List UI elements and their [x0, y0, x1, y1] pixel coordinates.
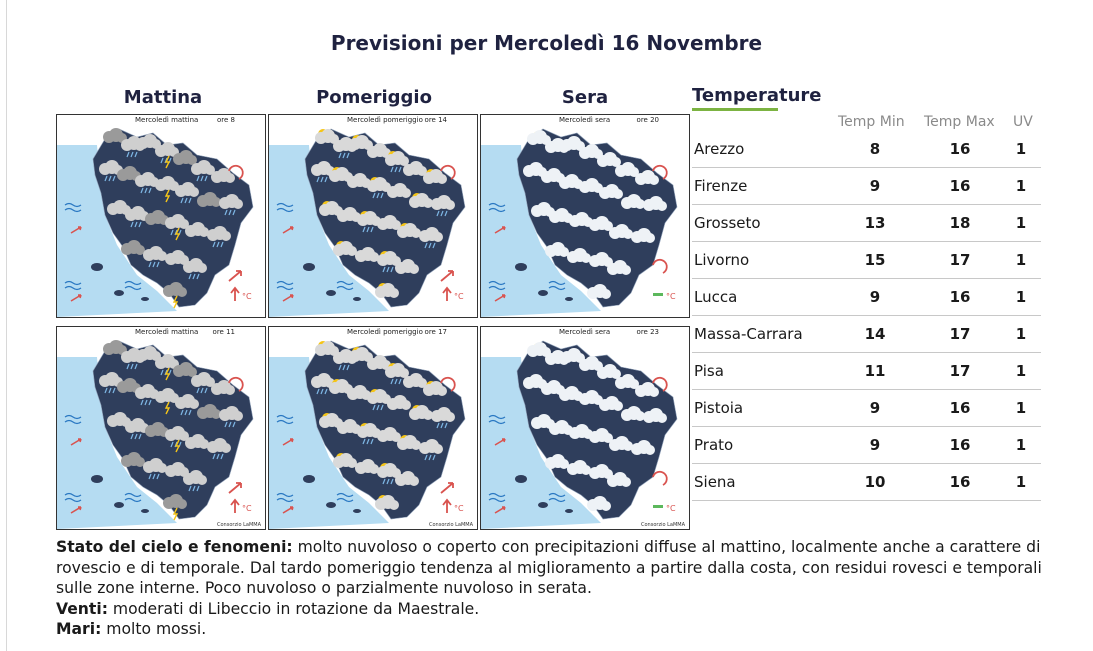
temp-min: 9: [869, 288, 881, 306]
weather-map: [480, 326, 690, 530]
city-name: Arezzo: [694, 140, 745, 158]
temp-min: 8: [869, 140, 881, 158]
island-shape: [565, 297, 573, 301]
island-shape: [91, 263, 103, 271]
temp-max: 16: [949, 399, 971, 417]
tuscany-map: [269, 327, 477, 529]
uv-index: 1: [1015, 251, 1027, 269]
temp-max: 18: [949, 214, 971, 232]
temp-min: 15: [864, 251, 886, 269]
map-label: Mercoledì pomeriggio: [347, 116, 423, 124]
temperature-unit-label: °C: [242, 292, 252, 301]
temperature-up-icon: [443, 288, 451, 301]
temperature-unit-label: °C: [242, 504, 252, 513]
island-shape: [353, 297, 361, 301]
temperature-row: [692, 389, 1041, 427]
temp-min: 9: [869, 177, 881, 195]
temp-max: 16: [949, 473, 971, 491]
uv-index: 1: [1015, 288, 1027, 306]
island-shape: [515, 475, 527, 483]
temperature-title: Temperature: [692, 85, 822, 106]
island-shape: [538, 290, 548, 296]
map-label: Mercoledì mattina: [135, 116, 199, 124]
weather-map: [56, 326, 266, 530]
island-shape: [141, 509, 149, 513]
uv-index: 1: [1015, 214, 1027, 232]
temperature-row: [692, 204, 1041, 242]
map-hour: ore 8: [217, 116, 235, 124]
temp-min: 13: [864, 214, 886, 232]
column-head-sera: Sera: [561, 87, 609, 108]
temp-max: 17: [949, 362, 971, 380]
temp-max: 17: [949, 325, 971, 343]
temp-min: 14: [864, 325, 886, 343]
map-credit: Consorzio LaMMA: [429, 522, 473, 528]
map-hour: ore 23: [636, 328, 659, 336]
map-credit: Consorzio LaMMA: [217, 522, 261, 528]
map-credit: Consorzio LaMMA: [641, 522, 685, 528]
wind-label: Venti:: [56, 599, 108, 618]
uv-index: 1: [1015, 473, 1027, 491]
map-label: Mercoledì sera: [559, 116, 611, 124]
uv-index: 1: [1015, 325, 1027, 343]
island-shape: [326, 290, 336, 296]
island-shape: [114, 290, 124, 296]
city-name: Livorno: [694, 251, 750, 269]
island-shape: [114, 502, 124, 508]
map-hour: ore 17: [424, 328, 447, 336]
temperature-stable-icon: [653, 293, 663, 296]
temperature-up-icon: [443, 500, 451, 513]
wind-arrow-icon: [441, 271, 453, 281]
forecast-description: [56, 537, 1046, 640]
header-temp-min: Temp Min: [838, 114, 905, 130]
island-shape: [515, 263, 527, 271]
city-name: Pisa: [694, 362, 724, 380]
island-shape: [141, 297, 149, 301]
island-shape: [565, 509, 573, 513]
map-hour: ore 14: [424, 116, 447, 124]
city-name: Firenze: [694, 177, 748, 195]
tuscany-map: [481, 327, 689, 529]
weather-map: [480, 114, 690, 318]
island-shape: [326, 502, 336, 508]
header-uv: UV: [1013, 114, 1033, 130]
temperature-stable-icon: [653, 505, 663, 508]
temp-max: 16: [949, 436, 971, 454]
page-title: Previsioni per Mercoledì 16 Novembre: [330, 31, 763, 55]
temp-min: 11: [864, 362, 886, 380]
temp-min: 10: [864, 473, 886, 491]
map-label: Mercoledì pomeriggio: [347, 328, 423, 336]
temperature-up-icon: [231, 500, 239, 513]
tuscany-map: [269, 115, 477, 317]
wind-arrow-icon: [229, 483, 241, 493]
city-name: Massa-Carrara: [694, 325, 803, 343]
wind-arrow-icon: [229, 271, 241, 281]
column-head-pomeriggio: Pomeriggio: [316, 87, 432, 108]
temp-max: 16: [949, 140, 971, 158]
map-hour: ore 11: [212, 328, 235, 336]
map-label: Mercoledì sera: [559, 328, 611, 336]
temperature-row: [692, 130, 1041, 168]
column-head-mattina: Mattina: [123, 87, 203, 108]
weather-map: [268, 326, 478, 530]
temperature-row: [692, 463, 1041, 501]
city-name: Siena: [694, 473, 736, 491]
temp-max: 17: [949, 251, 971, 269]
tuscany-map: [57, 115, 265, 317]
map-label: Mercoledì mattina: [135, 328, 199, 336]
temperature-row: [692, 352, 1041, 390]
header-temp-max: Temp Max: [924, 114, 995, 130]
page-left-border: [6, 0, 7, 651]
temperature-row: [692, 315, 1041, 353]
temperature-unit-label: °C: [454, 504, 464, 513]
city-name: Pistoia: [694, 399, 744, 417]
temperature-row: [692, 278, 1041, 316]
sky-text: molto nuvoloso o coperto con precipitazioni diffuse al mattino, localmente anche a carattere di rovescio e di temporale. Dal tardo pomeriggio tendenza al miglioramento a partire dalla costa, con residui rovesci e temporali sulle zone interne. Poco nuvoloso o parzialmente nuvoloso in serata.: [56, 538, 1042, 597]
temperature-row: [692, 426, 1041, 464]
temperature-unit-label: °C: [666, 292, 676, 301]
temperature-unit-label: °C: [666, 504, 676, 513]
temp-min: 9: [869, 399, 881, 417]
sea-label: Mari:: [56, 620, 102, 638]
island-shape: [538, 502, 548, 508]
city-name: Prato: [694, 436, 734, 454]
uv-index: 1: [1015, 362, 1027, 380]
tuscany-map: [481, 115, 689, 317]
island-shape: [353, 509, 361, 513]
city-name: Grosseto: [694, 214, 761, 232]
temperature-row: [692, 167, 1041, 205]
uv-index: 1: [1015, 436, 1027, 454]
island-shape: [303, 475, 315, 483]
temperature-unit-label: °C: [454, 292, 464, 301]
wind-rotation-icon: [653, 472, 667, 485]
wind-arrow-icon: [441, 483, 453, 493]
temperature-row: [692, 241, 1041, 279]
island-shape: [91, 475, 103, 483]
temp-max: 16: [949, 177, 971, 195]
island-shape: [303, 263, 315, 271]
city-name: Lucca: [694, 288, 738, 306]
wind-rotation-icon: [653, 260, 667, 273]
tuscany-map: [57, 327, 265, 529]
map-hour: ore 20: [636, 116, 659, 124]
weather-map: [268, 114, 478, 318]
temperature-title-underline: [692, 108, 778, 111]
uv-index: 1: [1015, 399, 1027, 417]
temp-min: 9: [869, 436, 881, 454]
temperature-up-icon: [231, 288, 239, 301]
uv-index: 1: [1015, 140, 1027, 158]
wind-text: moderati di Libeccio in rotazione da Maestrale.: [107, 599, 480, 618]
sky-label: Stato del cielo e fenomeni:: [56, 538, 293, 556]
sea-text: molto mossi.: [101, 620, 207, 638]
weather-map: [56, 114, 266, 318]
uv-index: 1: [1015, 177, 1027, 195]
temp-max: 16: [949, 288, 971, 306]
